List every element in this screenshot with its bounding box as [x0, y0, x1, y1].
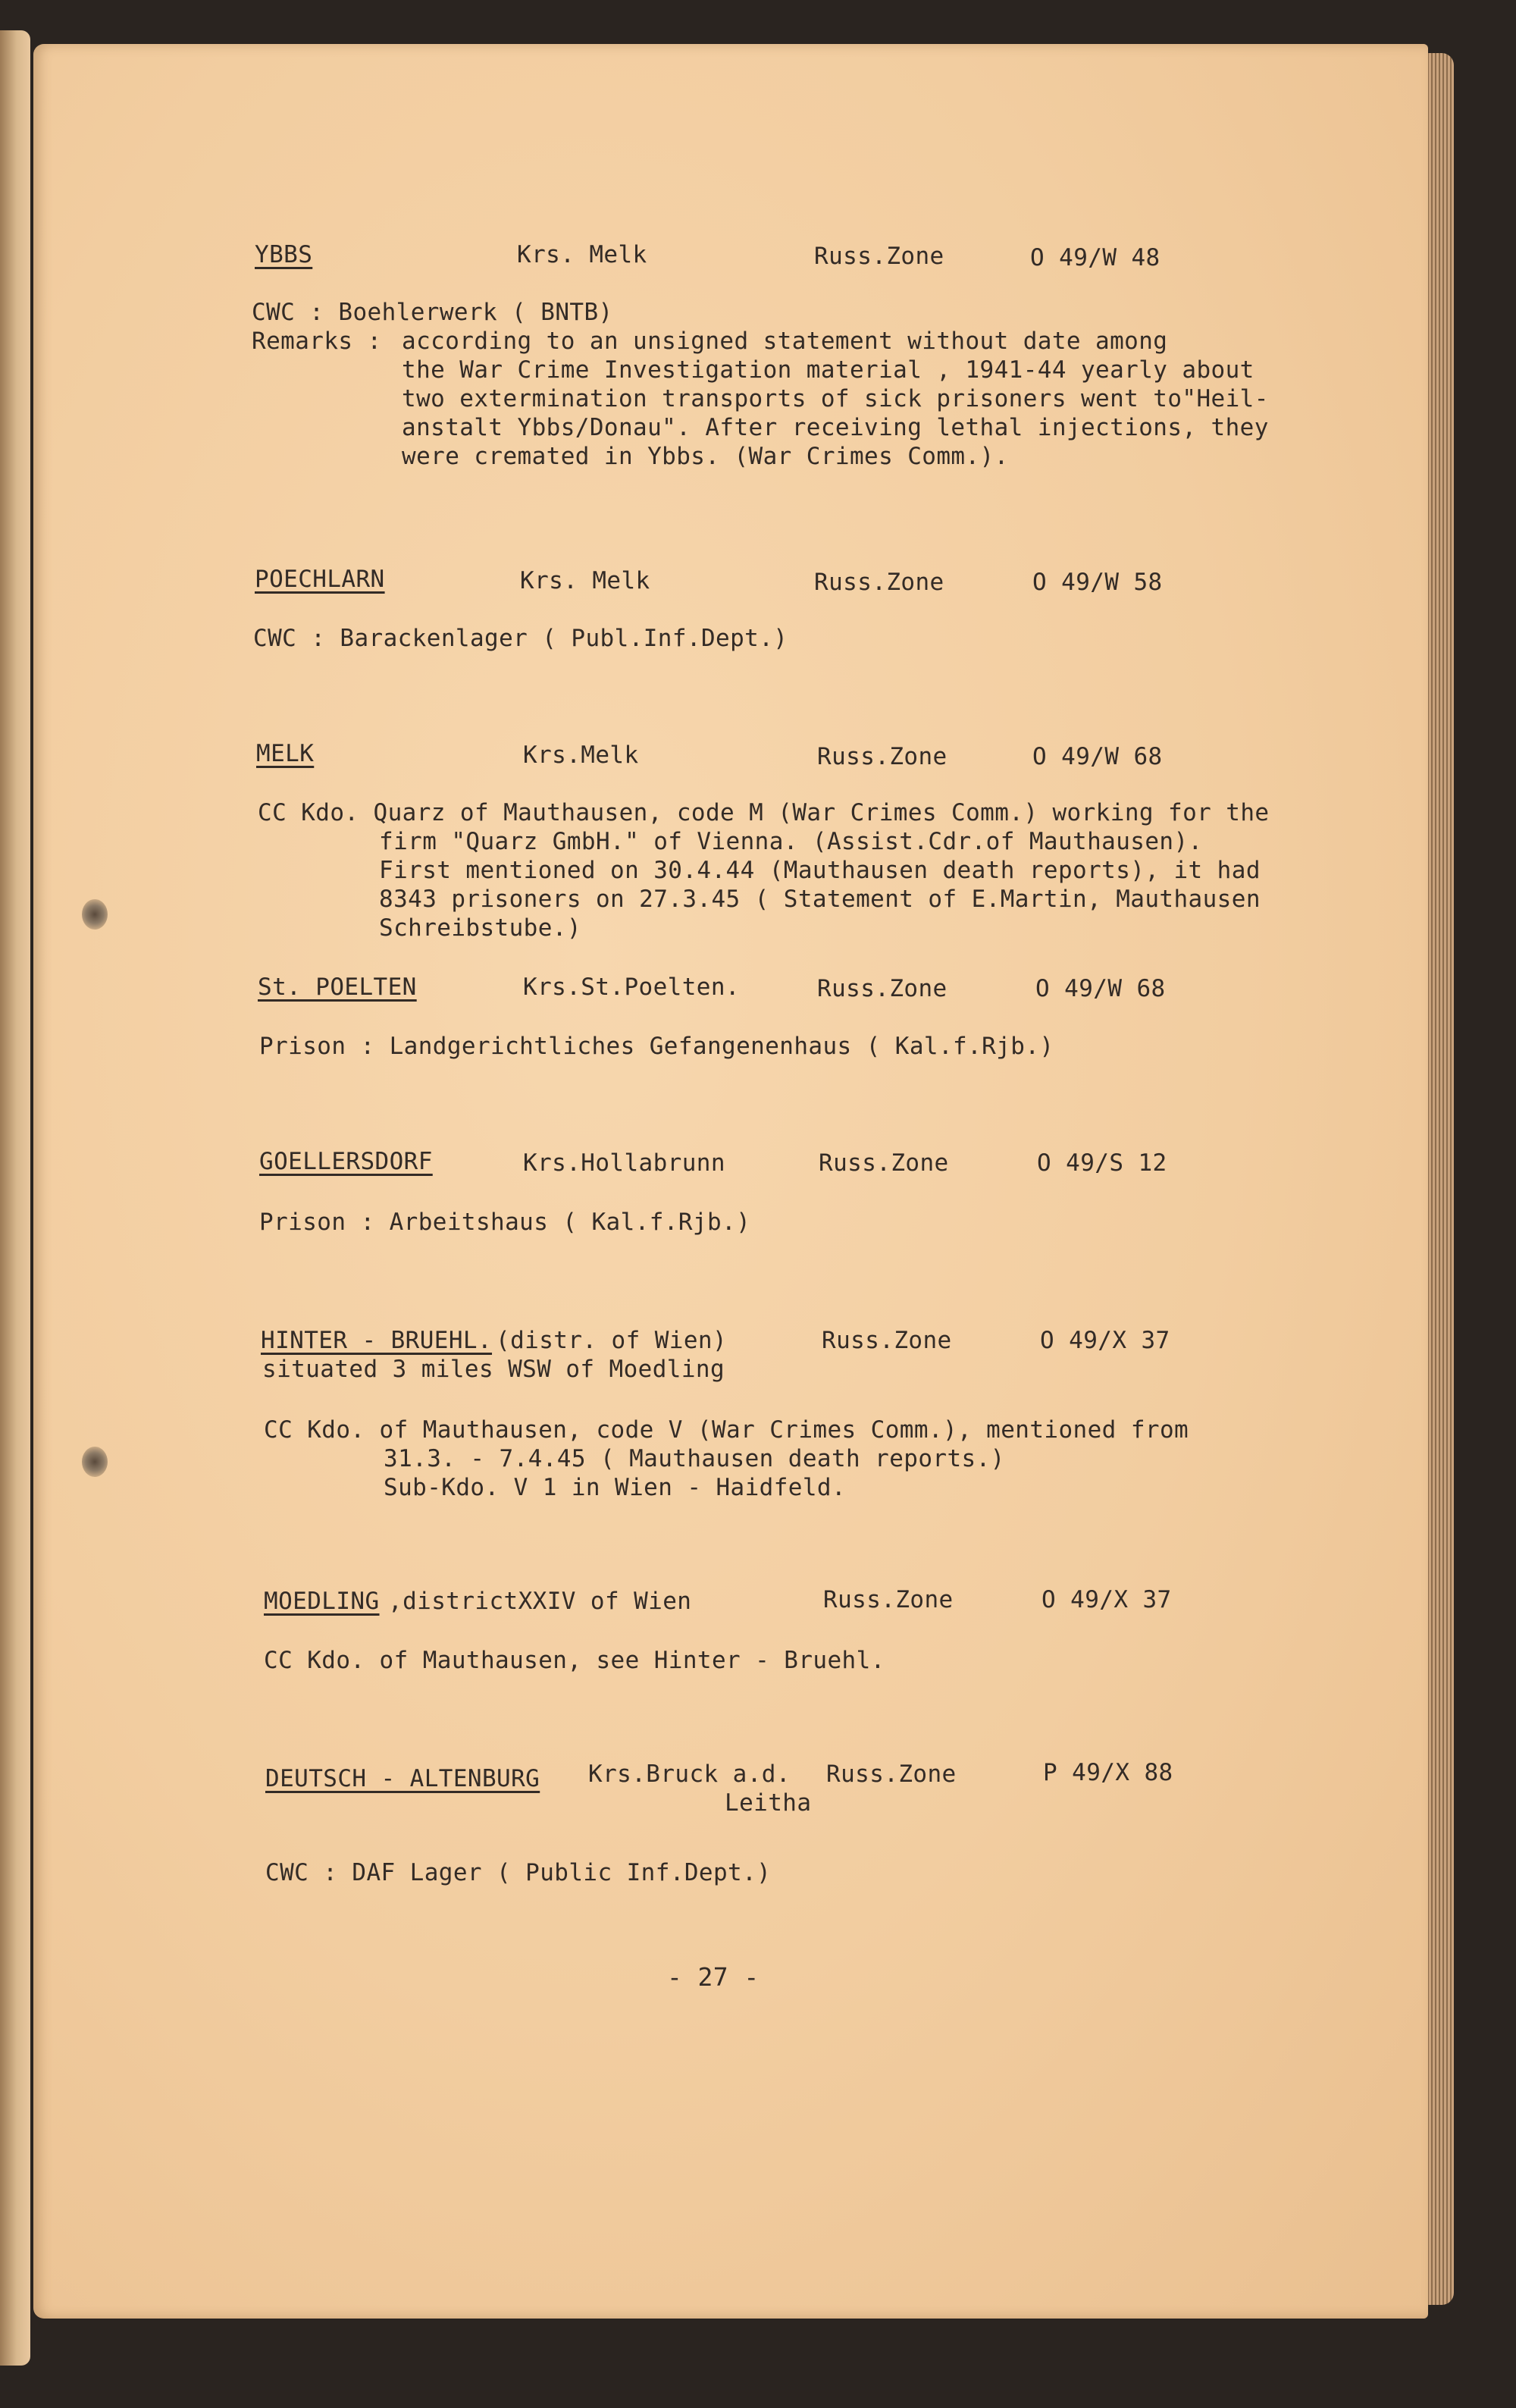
- punch-hole: [82, 899, 108, 930]
- entry-line: CWC : DAF Lager ( Public Inf.Dept.): [265, 1859, 772, 1886]
- district: Krs.St.Poelten.: [523, 974, 740, 1001]
- zone: Russ.Zone: [823, 1586, 954, 1613]
- page-number: - 27 -: [667, 1962, 760, 1992]
- grid-reference: O 49/W 48: [1030, 244, 1160, 271]
- district: Krs. Melk: [517, 241, 647, 268]
- grid-reference: O 49/W 68: [1035, 975, 1166, 1002]
- entry-line: CWC : Barackenlager ( Publ.Inf.Dept.): [253, 625, 788, 652]
- entry-line: Prison : Arbeitshaus ( Kal.f.Rjb.): [259, 1209, 751, 1236]
- entry-line: CWC : Boehlerwerk ( BNTB): [252, 299, 613, 326]
- entry-line: CC Kdo. of Mauthausen, code V (War Crimes Comm.), mentioned from: [264, 1416, 1189, 1444]
- zone: Russ.Zone: [817, 743, 948, 770]
- entry-line: 31.3. - 7.4.45 ( Mauthausen death reports.): [384, 1445, 1005, 1472]
- zone: Russ.Zone: [814, 243, 944, 270]
- remarks-line: were cremated in Ybbs. (War Crimes Comm.).: [402, 443, 1009, 470]
- grid-reference: O 49/X 37: [1041, 1586, 1172, 1613]
- district: Krs.Bruck a.d.: [588, 1761, 791, 1788]
- entry-line: CC Kdo. of Mauthausen, see Hinter - Bruehl.: [264, 1647, 885, 1674]
- zone: Russ.Zone: [817, 975, 948, 1002]
- remarks-label: Remarks :: [252, 328, 382, 355]
- zone: Russ.Zone: [819, 1149, 949, 1177]
- entry-line: Schreibstube.): [379, 914, 581, 942]
- remarks-line: anstalt Ybbs/Donau". After receiving lethal injections, they: [402, 414, 1269, 441]
- district: Krs.Hollabrunn: [523, 1149, 725, 1177]
- entry-subline: situated 3 miles WSW of Moedling: [262, 1356, 725, 1383]
- grid-reference: P 49/X 88: [1043, 1759, 1173, 1786]
- grid-reference: O 49/X 37: [1040, 1327, 1170, 1354]
- grid-reference: O 49/S 12: [1037, 1149, 1167, 1177]
- place-name: MELK: [256, 740, 315, 767]
- entry-line: First mentioned on 30.4.44 (Mauthausen death reports), it had: [379, 857, 1261, 884]
- district-continued: Leitha: [725, 1789, 812, 1817]
- place-name: POECHLARN: [255, 566, 385, 593]
- district: Krs. Melk: [520, 567, 650, 594]
- grid-reference: O 49/W 68: [1032, 743, 1163, 770]
- zone: Russ.Zone: [826, 1761, 957, 1788]
- zone: Russ.Zone: [814, 569, 944, 596]
- place-name: GOELLERSDORF: [259, 1148, 433, 1175]
- grid-reference: O 49/W 58: [1032, 569, 1163, 596]
- district: ,districtXXIV of Wien: [388, 1588, 692, 1615]
- district: Krs.Melk: [523, 742, 639, 769]
- place-name: St. POELTEN: [258, 974, 417, 1001]
- place-name: HINTER - BRUEHL.: [261, 1327, 493, 1354]
- document-page: [33, 44, 1428, 2319]
- entry-line: Sub-Kdo. V 1 in Wien - Haidfeld.: [384, 1474, 847, 1501]
- left-page-edge: [0, 30, 30, 2366]
- place-name: DEUTSCH - ALTENBURG: [265, 1765, 540, 1792]
- entry-line: CC Kdo. Quarz of Mauthausen, code M (War Crimes Comm.) working for the: [258, 799, 1270, 826]
- punch-hole: [82, 1447, 108, 1477]
- entry-line: 8343 prisoners on 27.3.45 ( Statement of E.Martin, Mauthausen: [379, 886, 1261, 913]
- entry-line: firm "Quarz GmbH." of Vienna. (Assist.Cdr.of Mauthausen).: [379, 828, 1203, 855]
- entry-line: Prison : Landgerichtliches Gefangenenhaus ( Kal.f.Rjb.): [259, 1033, 1054, 1060]
- place-name: YBBS: [255, 241, 313, 268]
- remarks-line: the War Crime Investigation material , 1941-44 yearly about: [402, 356, 1254, 384]
- remarks-line: two extermination transports of sick prisoners went to"Heil-: [402, 385, 1269, 412]
- district: (distr. of Wien): [496, 1327, 728, 1354]
- zone: Russ.Zone: [822, 1327, 952, 1354]
- place-name: MOEDLING: [264, 1588, 380, 1615]
- remarks-line: according to an unsigned statement without date among: [402, 328, 1168, 355]
